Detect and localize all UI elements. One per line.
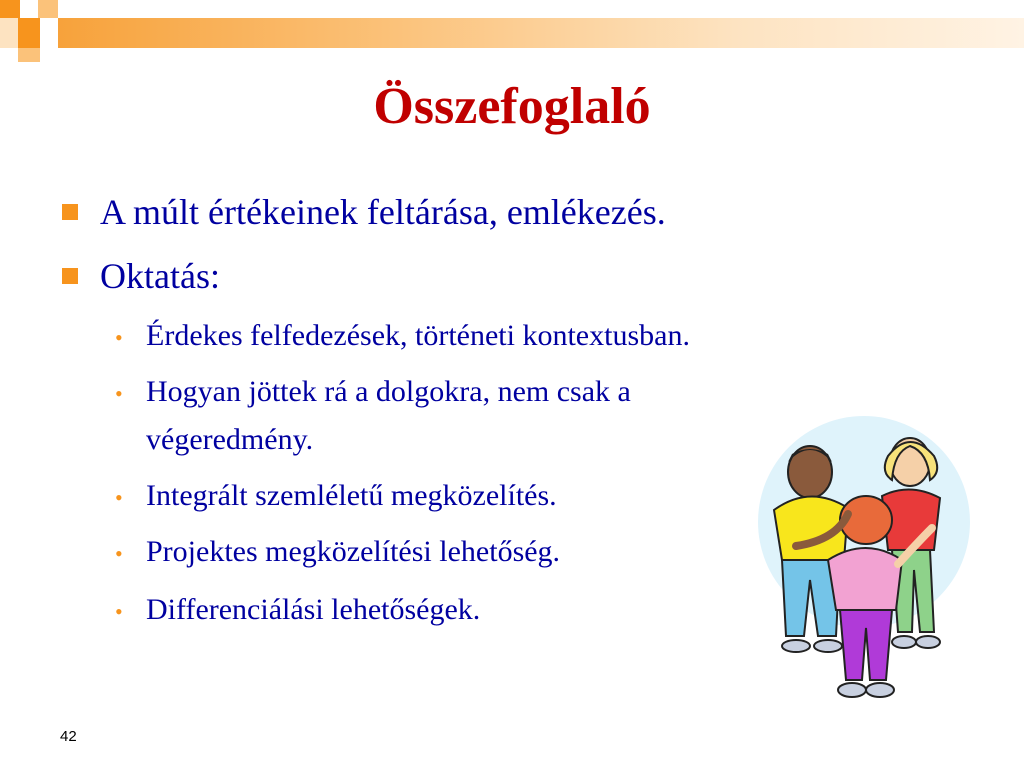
bullet-dot-icon: • xyxy=(115,599,123,624)
bullet-dot-icon: • xyxy=(115,325,123,350)
header-square xyxy=(18,48,40,62)
bullet-square-icon xyxy=(62,204,78,220)
slide-title: Összefoglaló xyxy=(373,78,651,135)
sub-bullet-item: Hogyan jöttek rá a dolgokra, nem csak a xyxy=(146,375,631,408)
sub-bullet-item: Integrált szemléletű megközelítés. xyxy=(146,479,557,512)
sub-bullet-item: Érdekes felfedezések, történeti kontextusban. xyxy=(146,319,690,352)
bullet-dot-icon: • xyxy=(115,541,123,566)
bullet-dot-icon: • xyxy=(115,381,123,406)
bullet-dot-icon: • xyxy=(115,485,123,510)
sub-bullet-item: Differenciálási lehetőségek. xyxy=(146,593,481,626)
bullet-item: A múlt értékeinek feltárása, emlékezés. xyxy=(100,192,666,232)
bullet-item: Oktatás: xyxy=(100,256,220,296)
sub-bullet-item: Projektes megközelítési lehetőség. xyxy=(146,535,561,568)
header-bar xyxy=(0,18,1024,48)
children-dancing-illustration xyxy=(752,410,982,710)
page-number: 42 xyxy=(60,728,77,745)
header-square xyxy=(0,0,20,18)
header-square xyxy=(38,0,58,18)
bullet-square-icon xyxy=(62,268,78,284)
sub-bullet-item-continuation: végeredmény. xyxy=(146,423,314,456)
